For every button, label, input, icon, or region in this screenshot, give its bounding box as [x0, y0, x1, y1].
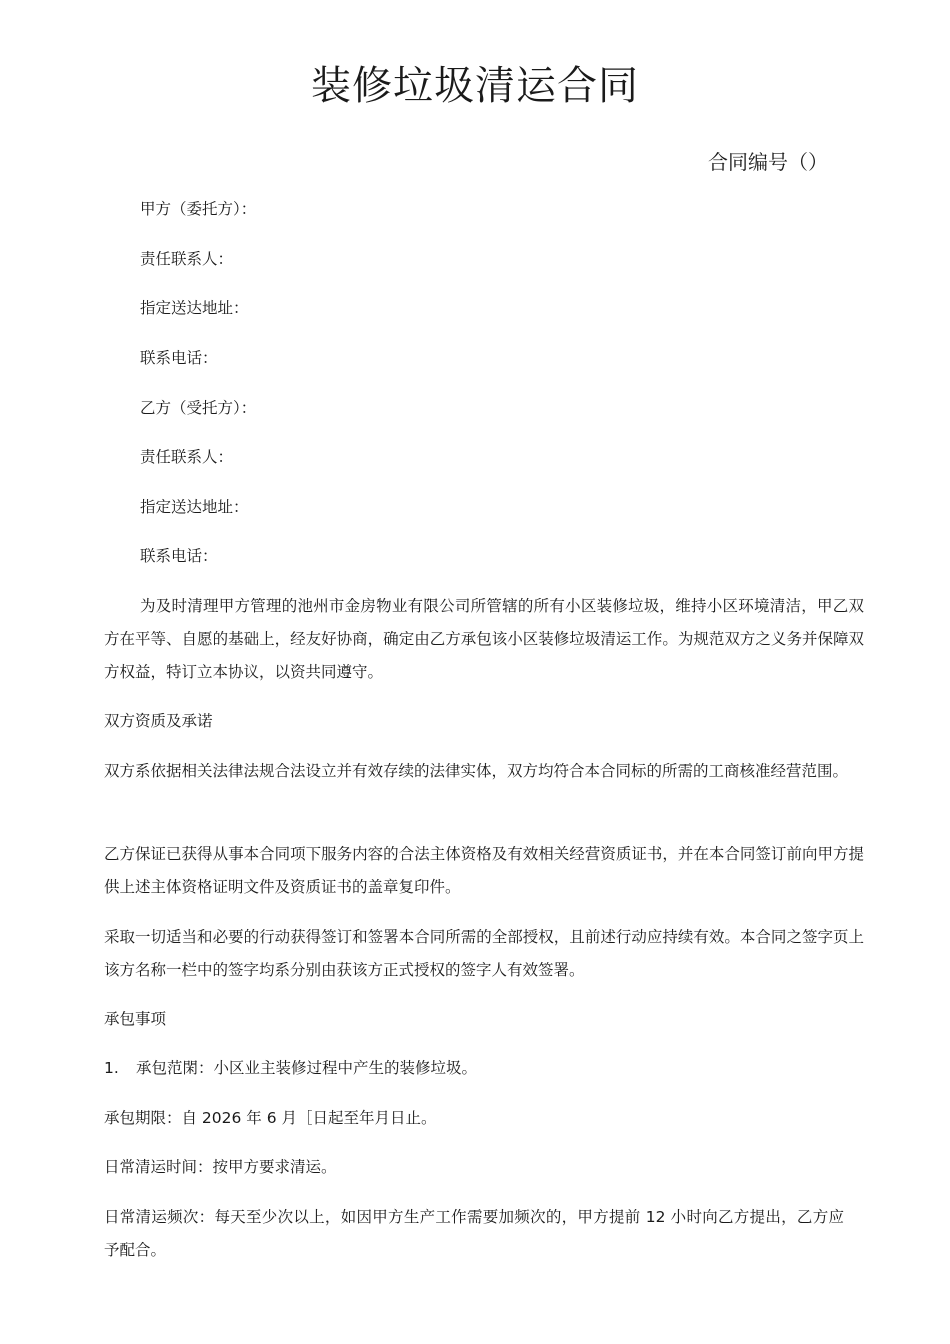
qualification-paragraph-1: 双方系依据相关法律法规合法设立并有效存续的法律实体，双方均符合本合同标的所需的工商核准经营范围。 [104, 762, 849, 780]
section-heading-qualifications: 双方资质及承诺 [104, 712, 213, 730]
party-a-phone: 联系电话： [140, 349, 218, 367]
contract-term: 承包期限：自 2026 年 6 月［日起至年月日止。 [104, 1109, 437, 1127]
qualification-paragraph-2: 乙方保证已获得从事本合同项下服务内容的合法主体资格及有效相关经营资质证书，并在本合同签订前向甲方提供上述主体资格证明文件及资质证书的盖章复印件。 [104, 845, 864, 896]
party-a-label: 甲方（委托方）： [140, 200, 257, 218]
qualification-paragraph-3: 采取一切适当和必要的行动获得签订和签署本合同所需的全部授权，且前述行动应持续有效。本合同之签字页上该方名称一栏中的签字均系分别由获该方正式授权的签字人有效签署。 [104, 928, 864, 979]
party-a-address: 指定送达地址： [140, 299, 249, 317]
section-heading-scope: 承包事项 [104, 1010, 167, 1028]
party-a-contact: 责任联系人： [140, 250, 234, 268]
party-b-label: 乙方（受托方）： [140, 399, 257, 417]
list-item-number: 1. [104, 1059, 119, 1077]
intro-paragraph: 为及时清理甲方管理的池州市金房物业有限公司所管辖的所有小区装修垃圾，维持小区环境清洁，甲乙双方在平等、自愿的基础上，经友好协商，确定由乙方承包该小区装修垃圾清运工作。为规范双方之义务并保障双方权益，特订立本协议，以资共同遵守。 [104, 597, 864, 681]
document-title: 装修垃圾清运合同 [311, 63, 639, 109]
cleanup-time: 日常清运时间：按甲方要求清运。 [104, 1158, 337, 1176]
cleanup-frequency: 日常清运频次：每天至少次以上，如因甲方生产工作需要加频次的，甲方提前 12 小时向乙方提出，乙方应予配合。 [104, 1208, 844, 1259]
party-b-phone: 联系电话： [140, 547, 218, 565]
party-b-contact: 责任联系人： [140, 448, 234, 466]
list-item-text: 承包范閑：小区业主装修过程中产生的装修垃圾。 [136, 1059, 478, 1077]
list-item [104, 1057, 477, 1079]
contract-number: 合同编号（） [708, 150, 828, 174]
party-b-address: 指定送达地址： [140, 498, 249, 516]
